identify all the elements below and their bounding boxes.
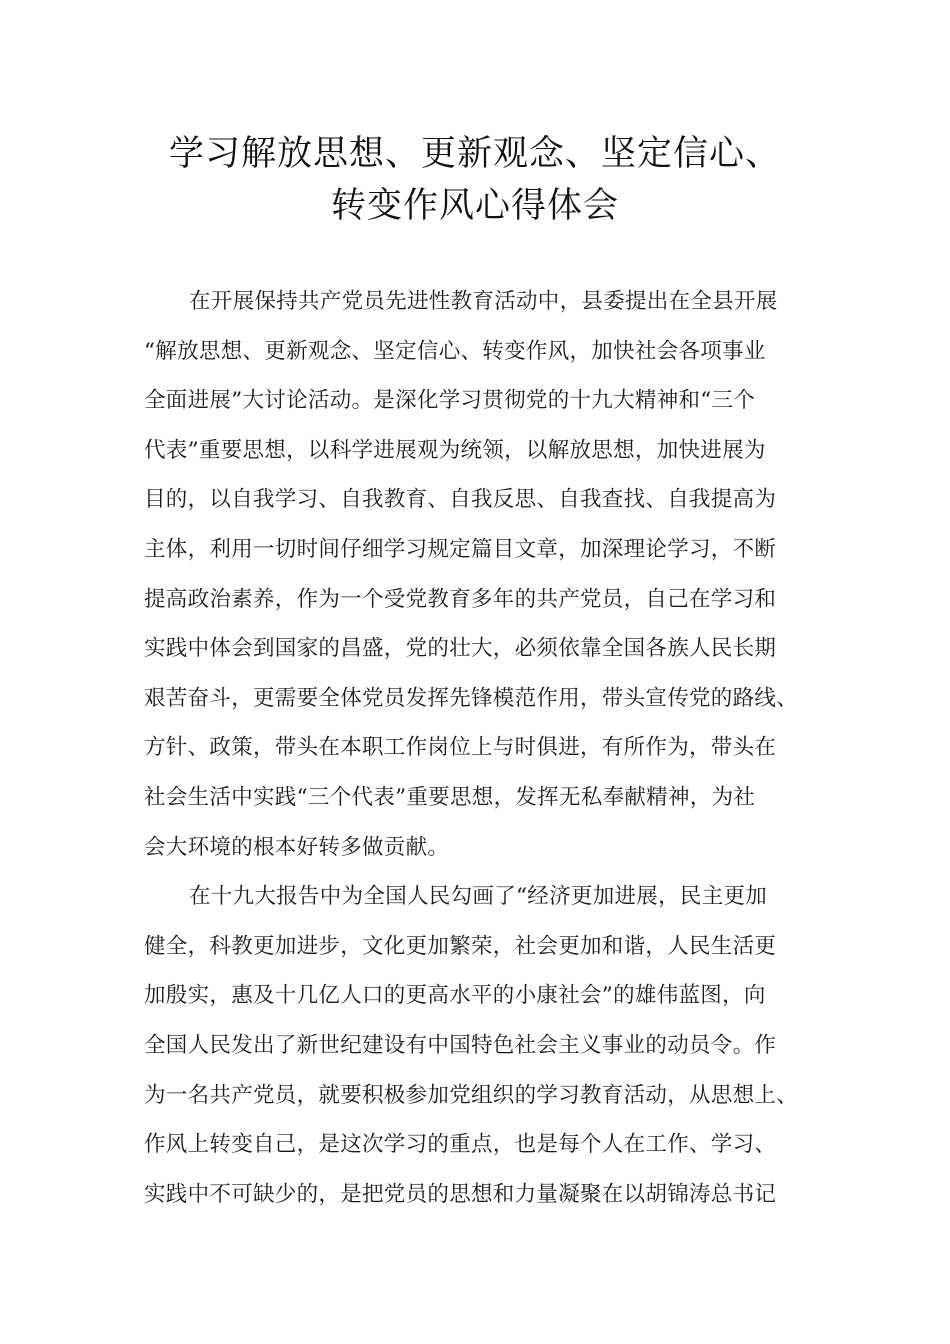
paragraph-1-line-11: 社会生活中实践“三个代表”重要思想，发挥无私奉献精神，为社 <box>144 784 756 810</box>
paragraph-1-line-8: 实践中体会到国家的昌盛，党的壮大，必须依靠全国各族人民长期 <box>144 636 777 662</box>
paragraph-2-line-5: 为一名共产党员，就要积极参加党组织的学习教育活动，从思想上、 <box>144 1082 799 1108</box>
paragraph-1-line-6: 主体，利用一切时间仔细学习规定篇目文章，加深理论学习，不断 <box>144 536 777 562</box>
paragraph-1-line-12: 会大环境的根本好转多做贡献。 <box>144 834 450 860</box>
paragraph-1-line-5: 目的，以自我学习、自我教育、自我反思、自我查找、自我提高为 <box>144 487 777 513</box>
document-title <box>0 128 950 232</box>
paragraph-1-line-2: “解放思想、更新观念、坚定信心、转变作风，加快社会各项事业 <box>144 338 766 364</box>
title-line-2: 转变作风心得体会 <box>330 186 619 226</box>
paragraph-2-line-6: 作风上转变自己，是这次学习的重点，也是每个人在工作、学习、 <box>144 1132 777 1158</box>
paragraph-2-line-1: 在十九大报告中为全国人民勾画了“经济更加进展，民主更加 <box>189 884 768 910</box>
paragraph-1-line-9: 艰苦奋斗，更需要全体党员发挥先锋模范作用，带头宣传党的路线、 <box>144 685 799 711</box>
paragraph-1-line-1: 在开展保持共产党员先进性教育活动中，县委提出在全县开展 <box>189 289 778 314</box>
paragraph-2-line-3: 加殷实，惠及十几亿人口的更高水平的小康社会”的雄伟蓝图，向 <box>144 983 766 1009</box>
paragraph-2-line-4: 全国人民发出了新世纪建设有中国特色社会主义事业的动员令。作 <box>144 1032 777 1058</box>
paragraph-1-line-3: 全面进展”大讨论活动。是深化学习贯彻党的十九大精神和“三个 <box>144 388 756 414</box>
paragraph-2-line-7: 实践中不可缺少的，是把党员的思想和力量凝聚在以胡锦涛总书记 <box>144 1181 777 1207</box>
document-body <box>144 277 834 1219</box>
paragraph-1-line-4: 代表”重要思想，以科学进展观为统领，以解放思想，加快进展为 <box>144 437 766 463</box>
title-line-1: 学习解放思想、更新观念、坚定信心、 <box>168 134 781 174</box>
paragraph-1-line-7: 提高政治素养，作为一个受党教育多年的共产党员，自己在学习和 <box>144 586 777 612</box>
paragraph-2-line-2: 健全，科教更加进步，文化更加繁荣，社会更加和谐，人民生活更 <box>144 933 777 959</box>
paragraph-1-line-10: 方针、政策，带头在本职工作岗位上与时俱进，有所作为，带头在 <box>144 735 777 761</box>
